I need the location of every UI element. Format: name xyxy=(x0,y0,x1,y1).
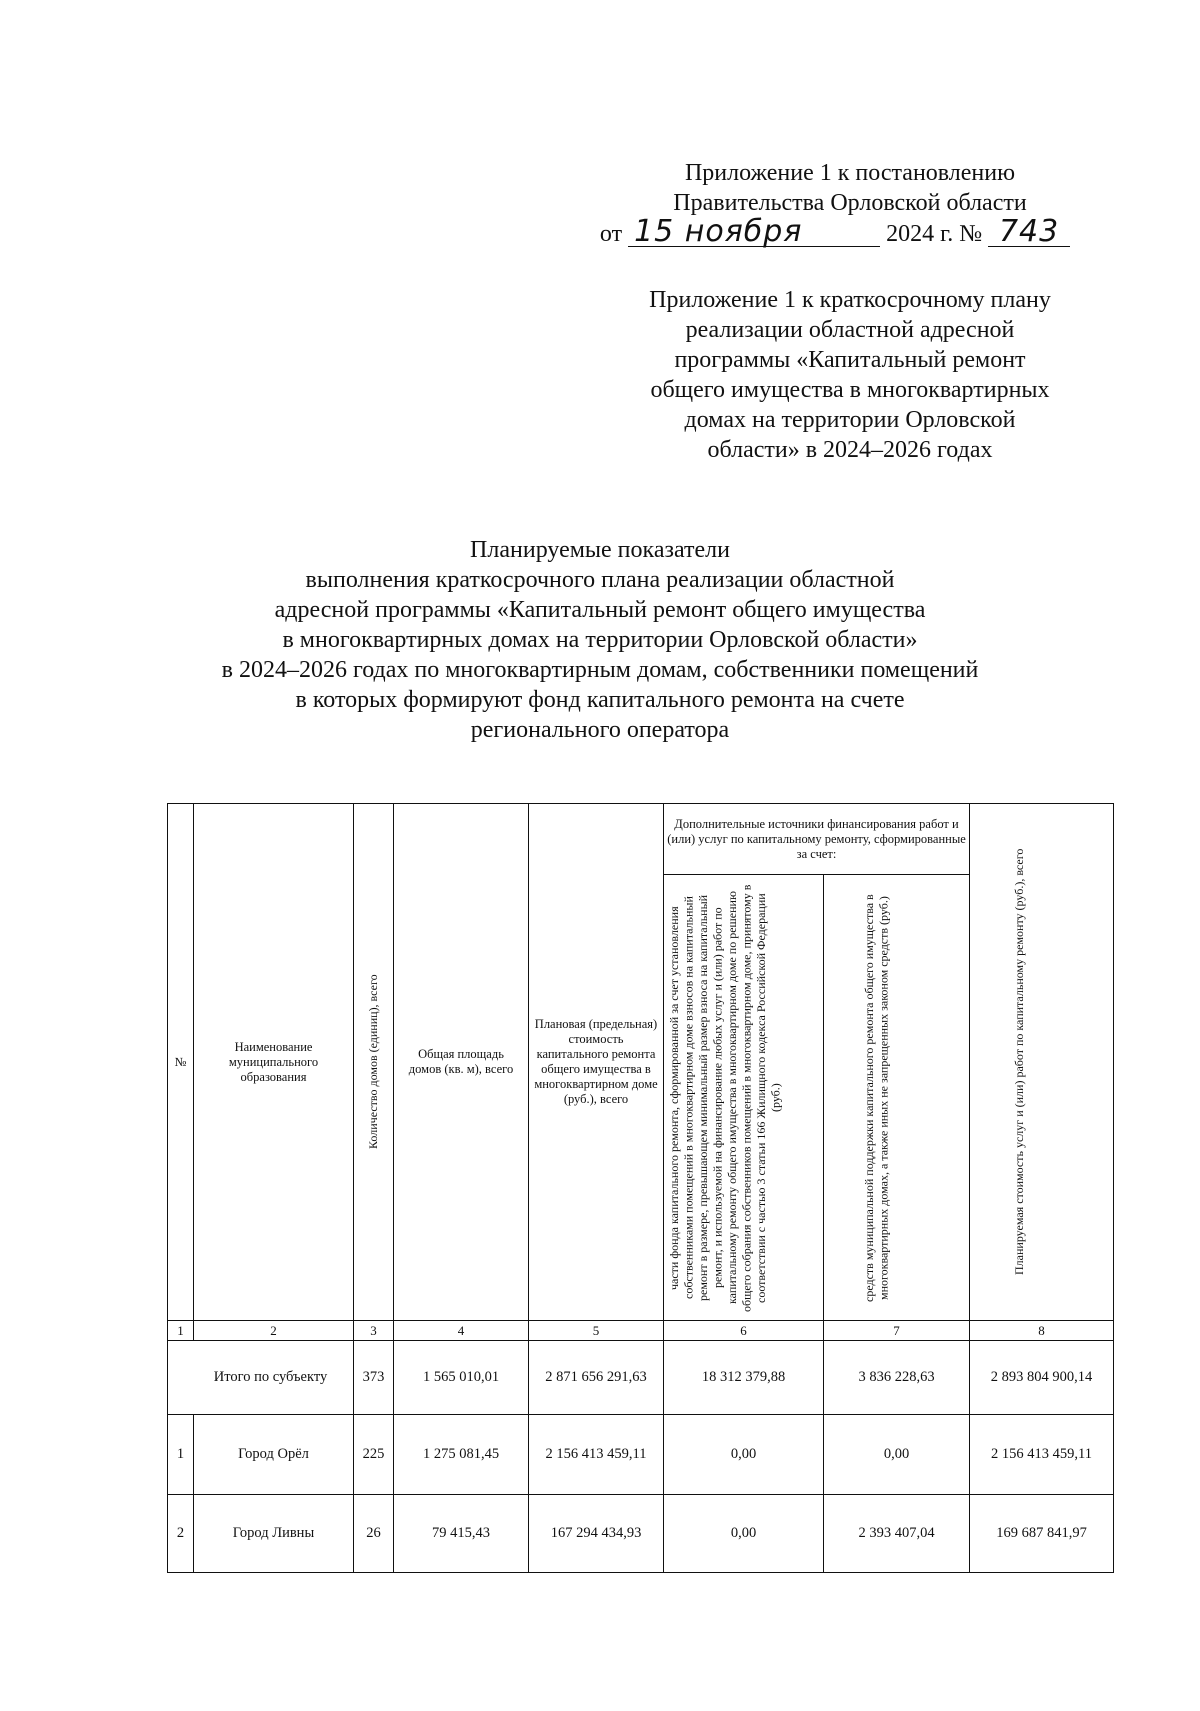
cell-cost: 2 871 656 291,63 xyxy=(529,1341,664,1415)
header-planned-total xyxy=(970,804,1114,1321)
total-label: Итого по субъекту xyxy=(168,1341,354,1415)
cell-no: 1 xyxy=(168,1415,194,1495)
header-cost: Плановая (предельная) стоимость капитального ремонта общего имущества в многоквартирном доме (руб.), всего xyxy=(529,804,664,1321)
total-row xyxy=(168,1341,1114,1415)
document-title xyxy=(150,535,1050,745)
cell-fund-part: 0,00 xyxy=(664,1415,824,1495)
table-row xyxy=(168,1415,1114,1495)
title-line: регионального оператора xyxy=(470,717,730,743)
table-row xyxy=(168,1495,1114,1573)
cell-fund-part: 18 312 379,88 xyxy=(664,1341,824,1415)
plan-appendix-line: программы «Капитальный ремонт xyxy=(674,347,1026,373)
column-number: 4 xyxy=(394,1321,529,1341)
cell-planned-total: 2 156 413 459,11 xyxy=(970,1415,1114,1495)
table-header-row xyxy=(168,804,1114,875)
plan-appendix-line: Приложение 1 к краткосрочному плану xyxy=(649,287,1051,313)
plan-appendix-header xyxy=(620,285,1080,465)
cell-planned-total: 2 893 804 900,14 xyxy=(970,1341,1114,1415)
cell-houses: 225 xyxy=(354,1415,394,1495)
title-line: Планируемые показатели xyxy=(470,537,730,563)
header-area: Общая площадь домов (кв. м), всего xyxy=(394,804,529,1321)
cell-area: 1 565 010,01 xyxy=(394,1341,529,1415)
date-prefix: от xyxy=(599,221,623,247)
plan-appendix-line: общего имущества в многоквартирных xyxy=(650,377,1050,403)
header-municipality: Наименование муниципального образования xyxy=(194,804,354,1321)
cell-name: Город Орёл xyxy=(194,1415,354,1495)
header-houses xyxy=(354,804,394,1321)
handwritten-number: 743 xyxy=(988,218,1070,247)
header-municipal-support-text: средств муниципальной поддержки капитального ремонта общего имущества в многоквартирных домах, а также иных не запрещенных законом средств (руб.) xyxy=(861,893,890,1302)
column-number: 7 xyxy=(824,1321,970,1341)
header-houses-text: Количество домов (единиц), всего xyxy=(366,974,381,1150)
plan-appendix-line: области» в 2024–2026 годах xyxy=(707,437,993,463)
cell-cost: 2 156 413 459,11 xyxy=(529,1415,664,1495)
header-planned-total-text: Планируемая стоимость услуг и (или) работ по капитальному ремонту (руб.), всего xyxy=(1011,848,1026,1276)
appendix-line-2: Правительства Орловской области xyxy=(673,190,1027,216)
column-number: 3 xyxy=(354,1321,394,1341)
column-number: 6 xyxy=(664,1321,824,1341)
appendix-line-1: Приложение 1 к постановлению xyxy=(684,160,1016,186)
resolution-appendix-header xyxy=(600,158,1100,249)
title-line: в многоквартирных домах на территории Орловской области» xyxy=(282,627,918,653)
cell-municipal-support: 0,00 xyxy=(824,1415,970,1495)
cell-planned-total: 169 687 841,97 xyxy=(970,1495,1114,1573)
cell-houses: 373 xyxy=(354,1341,394,1415)
cell-fund-part: 0,00 xyxy=(664,1495,824,1573)
column-number-row xyxy=(168,1321,1114,1341)
header-extra-sources: Дополнительные источники финансирования работ и (или) услуг по капитальному ремонту, сформированные за счет: xyxy=(664,804,970,875)
column-number: 1 xyxy=(168,1321,194,1341)
header-municipal-support xyxy=(824,875,970,1321)
header-fund-part-text: части фонда капитального ремонта, сформированной за счет установления собственниками помещений в многоквартирном доме взносов на капитальный ремонт в размере, превышающем минимальный размер взноса на капитальный ремонт, и используемой на финансирование любых услуг и (или) работ по капитальному ремонту общего имущества в многоквартирном доме по решению общего собрания собственников помещений в многоквартирном доме, принятому в соответствии с частью 3 статьи 166 Жилищного кодекса Российской Федерации (руб.) xyxy=(666,883,782,1312)
cell-area: 79 415,43 xyxy=(394,1495,529,1573)
indicators-table xyxy=(167,803,1114,1573)
column-number: 5 xyxy=(529,1321,664,1341)
column-number: 2 xyxy=(194,1321,354,1341)
cell-name: Город Ливны xyxy=(194,1495,354,1573)
cell-area: 1 275 081,45 xyxy=(394,1415,529,1495)
title-line: адресной программы «Капитальный ремонт общего имущества xyxy=(274,597,926,623)
appendix-date-line xyxy=(570,214,1100,249)
cell-cost: 167 294 434,93 xyxy=(529,1495,664,1573)
cell-no: 2 xyxy=(168,1495,194,1573)
title-line: в которых формируют фонд капитального ремонта на счете xyxy=(295,687,905,713)
plan-appendix-line: домах на территории Орловской xyxy=(684,407,1016,433)
title-line: в 2024–2026 годах по многоквартирным домам, собственники помещений xyxy=(221,657,979,683)
column-number: 8 xyxy=(970,1321,1114,1341)
cell-houses: 26 xyxy=(354,1495,394,1573)
title-line: выполнения краткосрочного плана реализации областной xyxy=(305,567,895,593)
header-fund-part xyxy=(664,875,824,1321)
handwritten-date: 15 ноября xyxy=(628,218,880,247)
header-no: № xyxy=(168,804,194,1321)
cell-municipal-support: 3 836 228,63 xyxy=(824,1341,970,1415)
plan-appendix-line: реализации областной адресной xyxy=(685,317,1015,343)
year-text: 2024 г. № xyxy=(886,221,983,247)
cell-municipal-support: 2 393 407,04 xyxy=(824,1495,970,1573)
